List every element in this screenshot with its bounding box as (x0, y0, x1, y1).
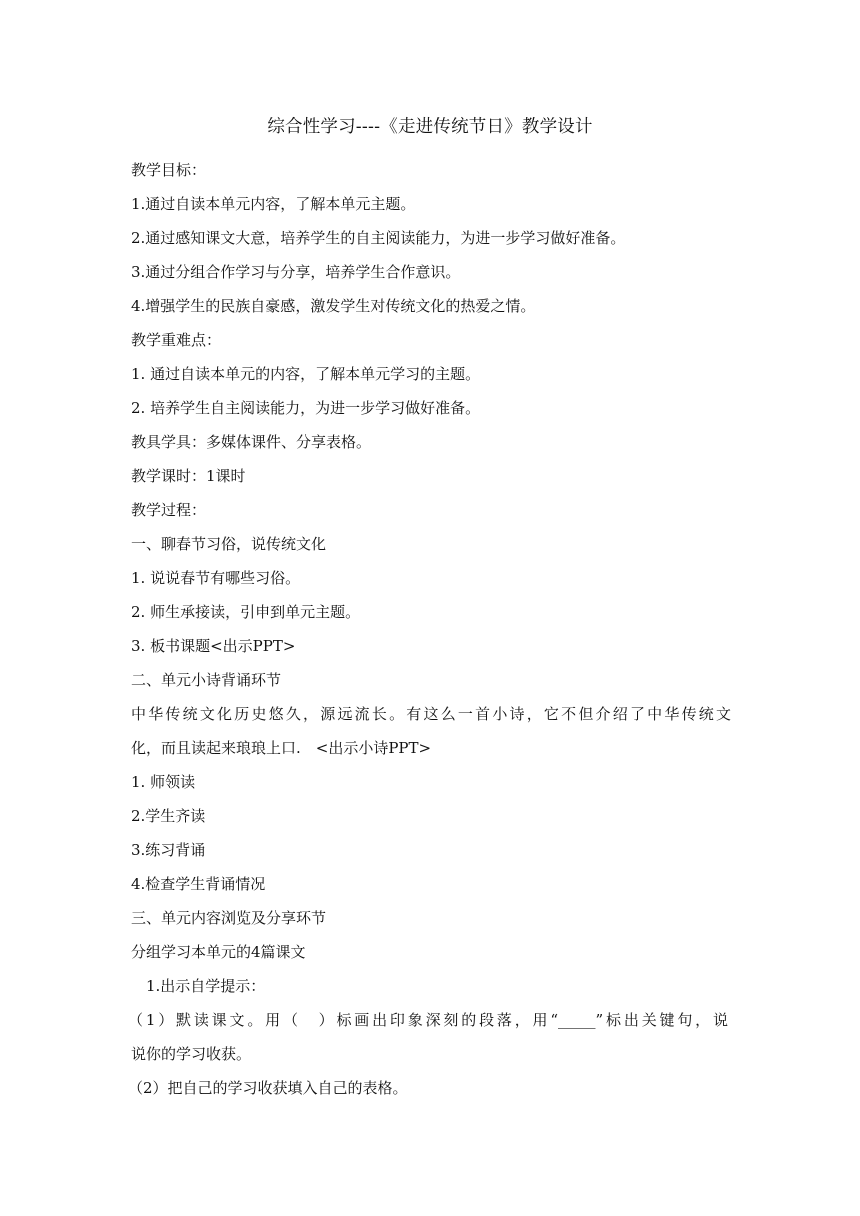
process-item: 4.检查学生背诵情况 (131, 875, 266, 893)
process-item: 3. 板书课题<出示PPT> (131, 637, 296, 655)
key-point-item: 2. 培养学生自主阅读能力，为进一步学习做好准备。 (131, 399, 481, 417)
section-heading-process: 教学过程： (131, 501, 207, 519)
paragraph-line: （1）默读课文。用（ ）标画出印象深刻的段落，用“_____”标出关键句，说 (128, 1011, 728, 1029)
sub-item: 1.出示自学提示： (146, 977, 266, 995)
document-body (128, 153, 731, 1105)
section-heading-key-points: 教学重难点： (131, 331, 222, 349)
process-item: 1. 说说春节有哪些习俗。 (131, 569, 301, 587)
process-item: 1. 师领读 (131, 773, 196, 791)
paragraph-line: 分组学习本单元的4篇课文 (131, 943, 306, 961)
objective-item: 3.通过分组合作学习与分享，培养学生合作意识。 (131, 263, 461, 281)
paragraph-line: 中华传统文化历史悠久，源远流长。有这么一首小诗，它不但介绍了中华传统文 (131, 705, 731, 723)
paragraph-line: 说你的学习收获。 (131, 1045, 252, 1063)
process-step-heading: 二、单元小诗背诵环节 (131, 671, 282, 689)
process-item: 2. 师生承接读，引申到单元主题。 (131, 603, 361, 621)
objective-item: 4.增强学生的民族自豪感，激发学生对传统文化的热爱之情。 (131, 297, 536, 315)
process-step-heading: 一、聊春节习俗，说传统文化 (131, 535, 327, 553)
section-heading-objectives: 教学目标： (131, 161, 207, 179)
document-title: 综合性学习----《走进传统节日》教学设计 (267, 117, 593, 137)
teaching-aids: 教具学具：多媒体课件、分享表格。 (131, 433, 372, 451)
objective-item: 2.通过感知课文大意，培养学生的自主阅读能力，为进一步学习做好准备。 (131, 229, 626, 247)
process-step-heading: 三、单元内容浏览及分享环节 (131, 909, 327, 927)
class-hours: 教学课时：1课时 (131, 467, 246, 485)
process-item: 3.练习背诵 (131, 841, 206, 859)
key-point-item: 1. 通过自读本单元的内容，了解本单元学习的主题。 (131, 365, 481, 383)
paragraph-line: （2）把自己的学习收获填入自己的表格。 (128, 1079, 408, 1097)
process-item: 2.学生齐读 (131, 807, 206, 825)
objective-item: 1.通过自读本单元内容，了解本单元主题。 (131, 195, 416, 213)
paragraph-line: 化，而且读起来琅琅上口. <出示小诗PPT> (131, 739, 432, 757)
